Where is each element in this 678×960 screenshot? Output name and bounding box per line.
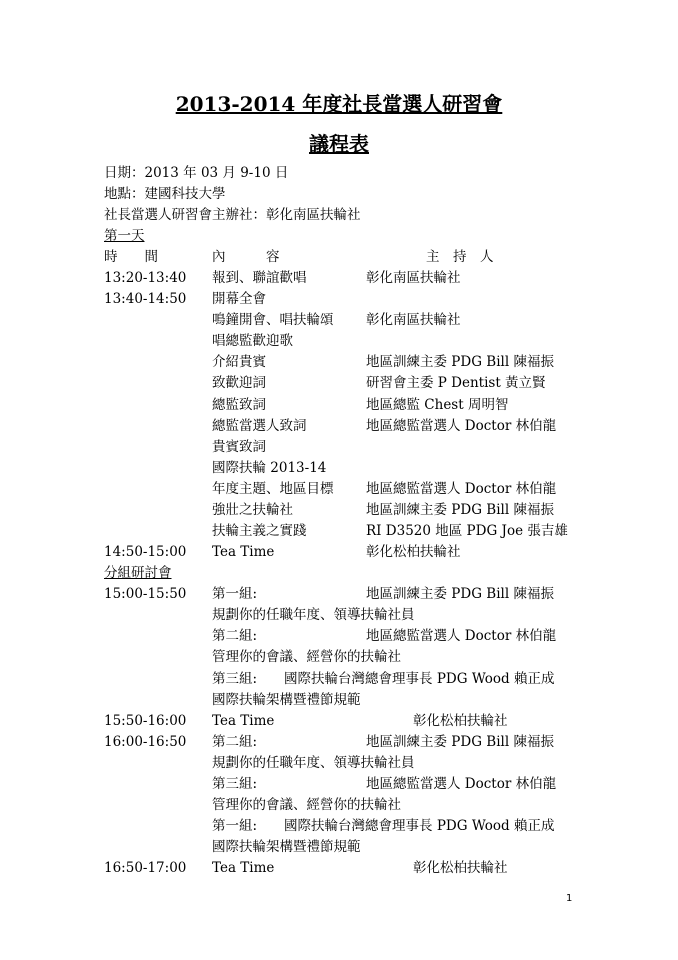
table-row <box>0 373 678 393</box>
row-content: 第三組: <box>212 775 258 792</box>
table-row <box>0 774 678 794</box>
table-row <box>0 395 678 415</box>
meta-date: 日期：2013 年 03 月 9-10 日 <box>104 165 289 181</box>
row-content: 唱總監歡迎歌 <box>212 333 293 350</box>
row-host: 地區訓練主委 PDG Bill 陳福振 <box>366 586 554 603</box>
row-host: 彰化南區扶輪社 <box>366 270 461 286</box>
row-time: 13:40-14:50 <box>104 291 187 308</box>
row-time: 15:50-16:00 <box>104 712 187 729</box>
row-time: 13:20-13:40 <box>104 270 187 286</box>
row-host: 地區總監 Chest 周明智 <box>366 396 509 413</box>
table-row <box>0 795 678 815</box>
row-content: 總監致詞 <box>212 396 266 413</box>
row-content: 年度主題、地區目標 <box>212 480 334 497</box>
row-content: 第二組: <box>212 733 258 750</box>
table-row <box>0 647 678 667</box>
row-host: 地區總監當選人 Doctor 林伯龍 <box>366 480 557 497</box>
row-content: 管理你的會議、經營你的扶輪社 <box>212 797 401 813</box>
table-row <box>0 669 678 689</box>
row-host: 地區訓練主委 PDG Bill 陳福振 <box>366 354 554 371</box>
header-time: 時 間 <box>104 249 158 265</box>
row-content: 第一組: <box>212 586 258 603</box>
table-header <box>0 247 678 267</box>
table-row <box>0 626 678 646</box>
table-row <box>0 753 678 773</box>
row-content: 管理你的會議、經營你的扶輪社 <box>212 649 401 666</box>
row-time: 16:00-16:50 <box>104 733 187 750</box>
table-row <box>0 584 678 604</box>
row-time: 15:00-15:50 <box>104 586 187 603</box>
meta-location: 地點：建國科技大學 <box>104 186 226 202</box>
table-row <box>0 500 678 520</box>
row-host: 彰化松柏扶輪社 <box>413 712 508 729</box>
row-content: 國際扶輪架構暨禮節規範 <box>212 839 361 856</box>
table-row <box>0 352 678 372</box>
page-number: 1 <box>566 893 573 904</box>
row-content: 第二組: <box>212 628 258 645</box>
row-content: 扶輪主義之實踐 <box>212 523 307 539</box>
document-title: 2013-2014 年度社長當選人研習會 <box>175 92 503 116</box>
table-row <box>0 858 678 878</box>
table-row <box>0 732 678 752</box>
section-heading <box>0 563 678 583</box>
row-content: 致歡迎詞 <box>212 375 266 392</box>
row-content: 規劃你的任職年度、領導扶輪社員 <box>212 754 415 771</box>
table-row <box>0 289 678 309</box>
row-content: 介紹貴賓 <box>212 354 266 371</box>
row-host: 彰化松柏扶輪社 <box>366 544 461 560</box>
row-content: 強壯之扶輪社 <box>212 501 293 518</box>
document-subtitle: 議程表 <box>309 132 369 156</box>
row-content: Tea Time <box>212 860 275 877</box>
row-time: 14:50-15:00 <box>104 544 187 560</box>
table-row <box>0 690 678 710</box>
row-content: 報到、聯誼歡唱 <box>212 270 307 286</box>
table-row <box>0 605 678 625</box>
meta-host: 社長當選人研習會主辦社：彰化南區扶輪社 <box>104 207 361 223</box>
row-content: 國際扶輪架構暨禮節規範 <box>212 691 361 708</box>
table-row <box>0 458 678 478</box>
row-content: 規劃你的任職年度、領導扶輪社員 <box>212 607 415 624</box>
row-content: 總監當選人致詞 <box>212 417 307 434</box>
table-row <box>0 479 678 499</box>
table-row <box>0 437 678 457</box>
row-content: 鳴鐘開會、唱扶輪頌 <box>212 312 334 329</box>
header-host: 主 持 人 <box>426 249 494 265</box>
row-host: 地區訓練主委 PDG Bill 陳福振 <box>366 733 554 750</box>
row-host: RI D3520 地區 PDG Joe 張吉雄 <box>366 523 568 539</box>
row-time: 16:50-17:00 <box>104 860 187 877</box>
row-content: Tea Time <box>212 544 275 560</box>
row-host: 研習會主委 P Dentist 黃立賢 <box>366 375 546 392</box>
row-content: 第三組: 國際扶輪台灣總會理事長 PDG Wood 賴正成 <box>212 670 555 687</box>
row-host: 地區總監當選人 Doctor 林伯龍 <box>366 417 557 434</box>
day-label: 第一天 <box>104 228 145 244</box>
row-content: Tea Time <box>212 712 275 729</box>
row-host: 彰化松柏扶輪社 <box>413 860 508 877</box>
row-host: 地區訓練主委 PDG Bill 陳福振 <box>366 501 554 518</box>
row-content: 開幕全會 <box>212 291 266 308</box>
row-content: 國際扶輪 2013-14 <box>212 459 327 476</box>
table-row <box>0 416 678 436</box>
row-content: 貴賓致詞 <box>212 438 266 455</box>
row-host: 地區總監當選人 Doctor 林伯龍 <box>366 775 557 792</box>
row-host: 彰化南區扶輪社 <box>366 312 461 329</box>
table-row <box>0 521 678 541</box>
table-row <box>0 310 678 330</box>
table-row <box>0 816 678 836</box>
table-row <box>0 268 678 288</box>
table-row <box>0 331 678 351</box>
table-row <box>0 711 678 731</box>
table-row <box>0 542 678 562</box>
section-label: 分組研討會 <box>104 565 172 582</box>
table-row <box>0 837 678 857</box>
row-content: 第一組: 國際扶輪台灣總會理事長 PDG Wood 賴正成 <box>212 818 555 835</box>
row-host: 地區總監當選人 Doctor 林伯龍 <box>366 628 557 645</box>
header-content: 內 容 <box>212 249 280 265</box>
